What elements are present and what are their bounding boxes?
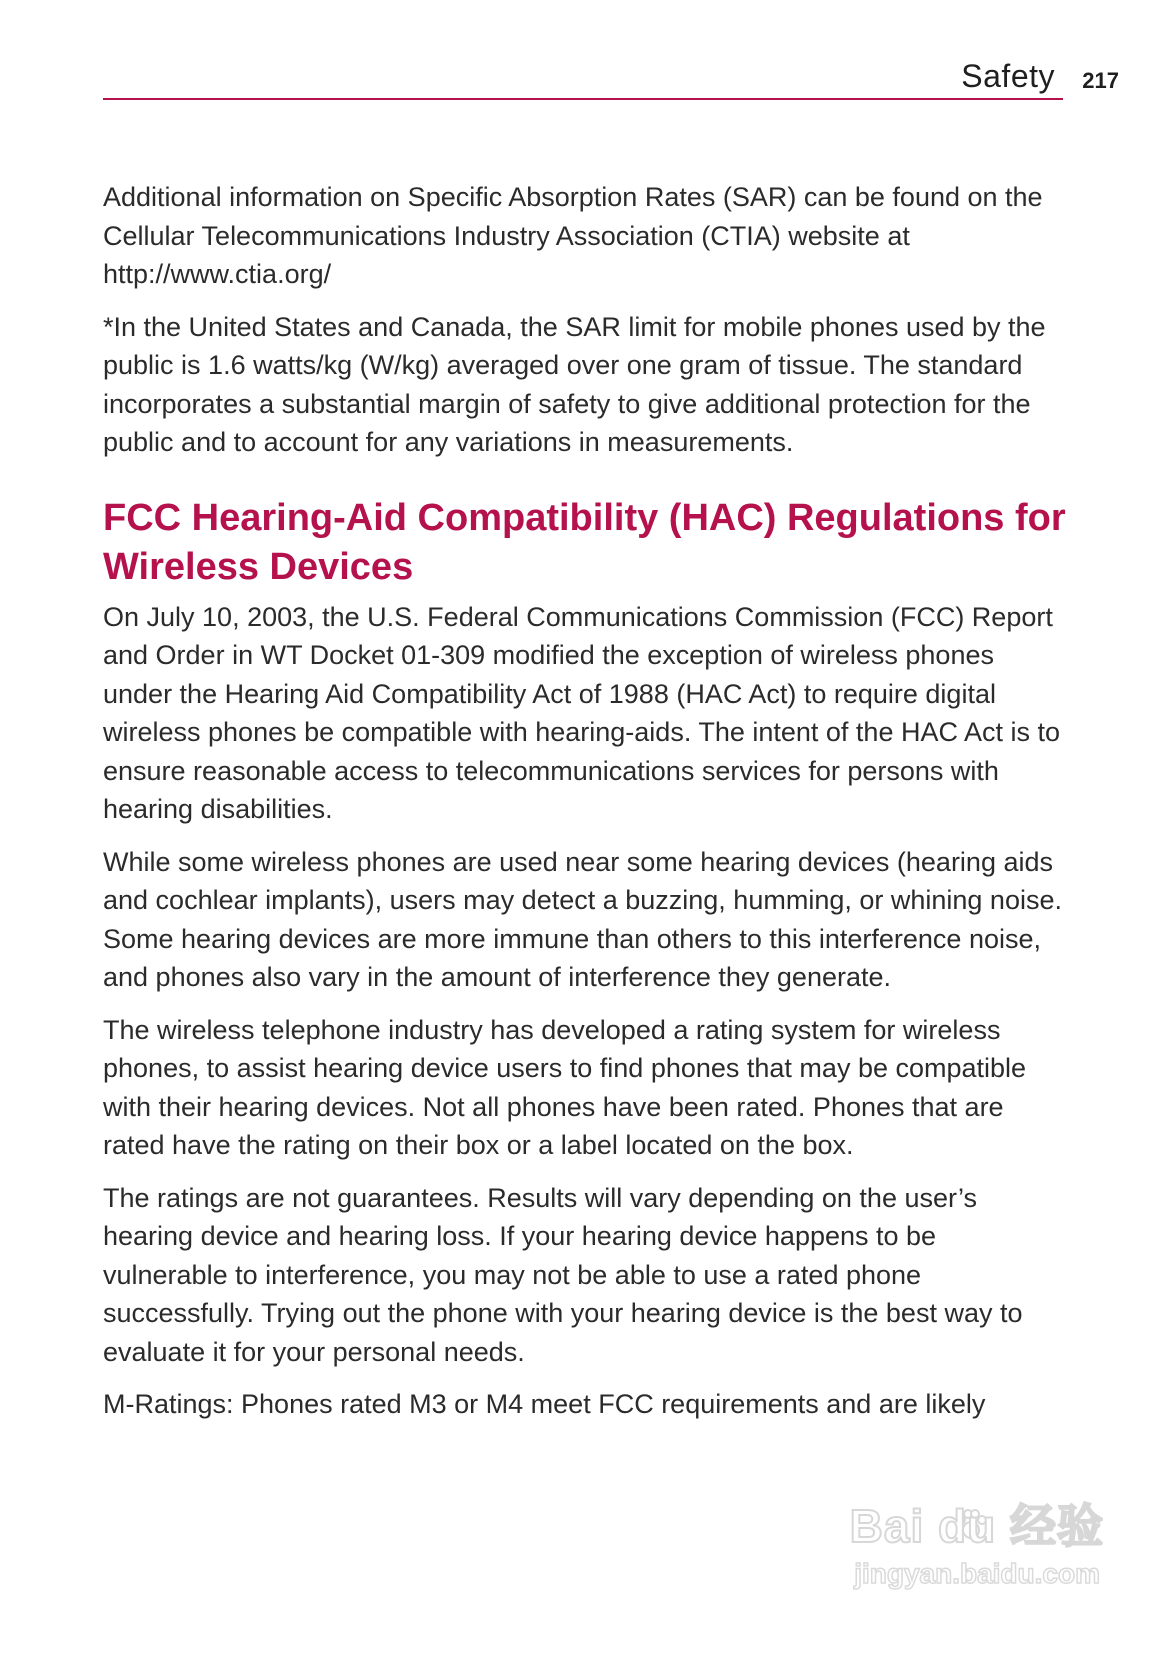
rating-system-paragraph: The wireless telephone industry has developed a rating system for wireless phones, to assist hearing device users to find phones that may be compatible with their hearing devices. Not all phones have been rated. Phones that are rated have the rating on their box or a label located on the box.: [103, 1014, 1027, 1160]
ctia-website-link: http://www.ctia.org/: [103, 259, 332, 289]
page-content: [103, 178, 1068, 1438]
sar-info-text: Additional information on Specific Absorption Rates (SAR) can be found on the Cellular Telecommunications Industry Association (CTIA) website at: [103, 182, 1043, 251]
baidu-watermark: [804, 1490, 1104, 1610]
m-ratings-paragraph: M-Ratings: Phones rated M3 or M4 meet FCC requirements and are likely: [103, 1389, 986, 1419]
sar-limit-paragraph: *In the United States and Canada, the SAR limit for mobile phones used by the public is 1.6 watts/kg (W/kg) averaged over one gram of tissue. The standard incorporates a substantial margin of safety to give additional protection for the public and to account for any variations in measurements.: [103, 311, 1046, 457]
hac-intro-paragraph: On July 10, 2003, the U.S. Federal Communications Commission (FCC) Report and Order in WT Docket 01-309 modified the exception of wireless phones under the Hearing Aid Compatibility Act of 1988 (HAC Act) to require digital wireless phones be compatible with hearing-aids. The intent of the HAC Act is to ensure reasonable access to telecommunications services for persons with hearing disabilities.: [103, 601, 1061, 824]
interference-paragraph: While some wireless phones are used near some hearing devices (hearing aids and cochlear implants), users may detect a buzzing, humming, or whining noise. Some hearing devices are more immune than others to this interference noise, and phones also vary in the amount of interference they generate.: [103, 846, 1062, 992]
hac-heading: FCC Hearing-Aid Compatibility (HAC) Regulations for Wireless Devices: [103, 496, 1066, 588]
section-title: Safety: [961, 58, 1055, 94]
ratings-guarantee-paragraph: The ratings are not guarantees. Results will vary depending on the user’s hearing device and hearing loss. If your hearing device happens to be vulnerable to interference, you may not be able to use a rated phone successfully. Trying out the phone with your hearing device is the best way to evaluate it for your personal needs.: [103, 1182, 1023, 1367]
watermark-logo-text: Bai du 经验: [849, 1500, 1104, 1552]
sar-info-paragraph: [103, 178, 1068, 294]
page-header: [103, 56, 1119, 104]
watermark-site-text: jingyan.baidu.com: [854, 1558, 1100, 1589]
header-divider: [103, 98, 1063, 100]
page-number: 217: [1082, 68, 1119, 93]
